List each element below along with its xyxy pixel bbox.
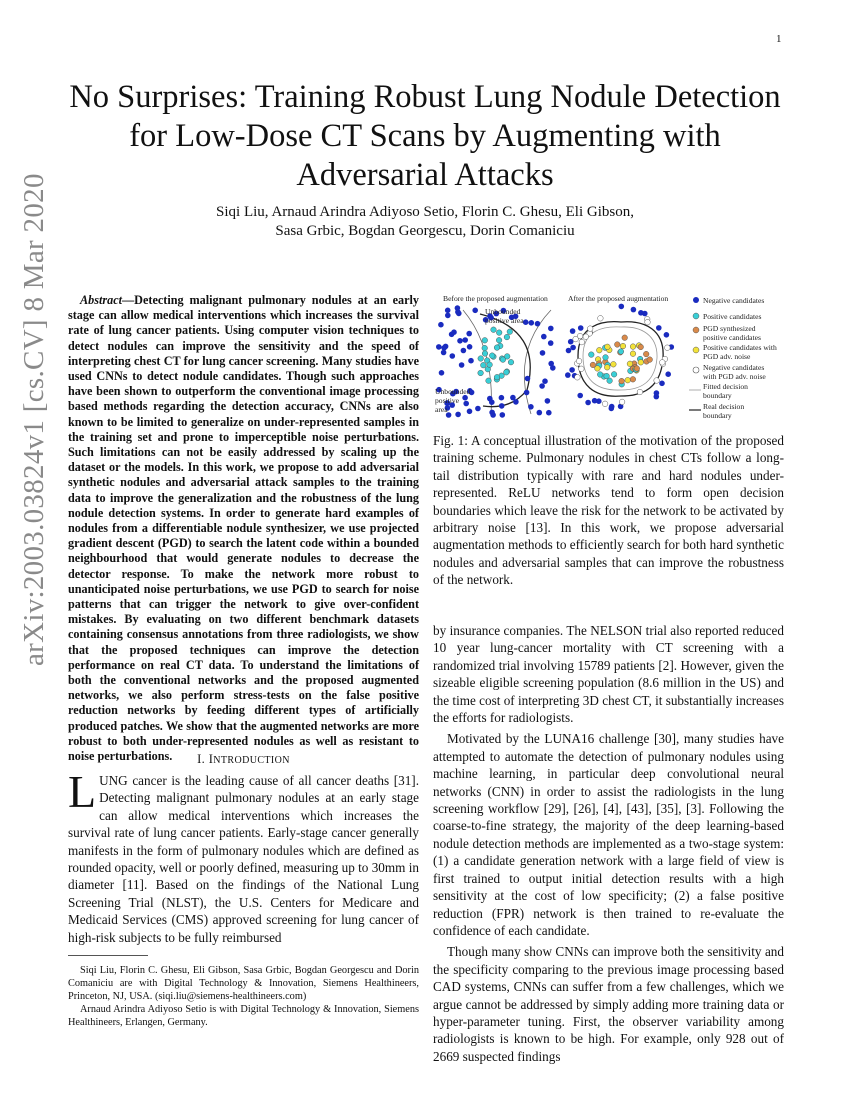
intro-right-column [433,622,784,1065]
negative-point [539,383,545,389]
negative-point [578,325,584,331]
negative-point [459,362,465,368]
negative-point [535,321,541,327]
negative-noise-point [579,339,585,345]
positive-point [478,356,484,362]
positive-point [507,329,513,335]
positive-point [487,362,493,368]
footnote-1: Siqi Liu, Florin C. Ghesu, Eli Gibson, Sasa Grbic, Bogdan Georgescu and Dorin Comaniciu are with Digital Technology & Innovation, Siemens Healthineers, Princeton, NJ, USA. (siqi.liu@siemens-healthineers.com) [68,965,419,1002]
unbounded-label-1b: positive area [485,316,524,325]
unbounded-label-2a: Unbounded [435,387,471,396]
negative-point [523,319,529,325]
negative-point [472,308,478,314]
author-list [120,203,730,241]
legend-pgd-pos-noise-a: Positive candidates with [703,343,777,352]
legend-pgd-neg-noise-a: Negative candidates [703,363,765,372]
positive-point [494,345,500,351]
positive-point [478,370,484,376]
drop-cap: L [68,766,97,817]
negative-point [541,334,547,340]
legend-swatch-pgd-pos-noise [693,347,699,353]
pgd-synth-point [615,342,621,348]
negative-point [461,348,467,354]
negative-point [439,370,445,376]
arxiv-identifier: arXiv:2003.03824v1 [cs.CV] 8 Mar 2020 [18,173,50,666]
positive-point [604,373,610,379]
positive-point [603,355,609,361]
negative-noise-point [583,334,589,340]
section-title-rest: NTRODUCTION [213,755,290,766]
pgd-noise-point [630,344,636,350]
negative-noise-point [637,389,643,395]
negative-point [570,345,576,351]
section-number: I. [197,752,206,766]
negative-point [656,325,662,331]
legend-pgd-synth-a: PGD synthesized [703,324,756,333]
negative-noise-point [602,401,608,407]
negative-point [462,337,468,343]
negative-point [467,344,473,350]
negative-point [542,378,548,384]
pgd-synth-point [647,357,653,363]
positive-point [482,345,488,351]
section-heading-introduction [68,752,419,767]
legend-positive: Positive candidates [703,312,762,321]
panel-after [565,304,674,412]
negative-point [585,400,591,406]
pgd-synth-point [622,335,628,341]
intro-paragraph-3: Motivated by the LUNA16 challenge [30], many studies have attempted to automate the detection of pulmonary nodules using machine learning, in particular deep convolutional neural networks (CNN) in order to assist the radiologists in the lung screening workflow [29], [26], [4], [43], [35], [3]. Following the coarse-to-fine strategy, the majority of the deep learning-based nodule detection methods are implemented as a two-stage system: (1) a candidate generation network with a large field of view is first trained to output initial detection results with a high sensitivity at the cost of low specificity; (2) a false positive reduction (FPR) network is then trained to re-evaluate the confidence of each candidate. [433,731,784,938]
negative-point [537,410,543,416]
positive-point [504,334,510,340]
positive-point [589,352,595,358]
paper-title: No Surprises: Training Robust Lung Nodule Detection for Low-Dose CT Scans by Augmenting with Adversarial Attacks [69,79,781,193]
negative-point [457,338,463,344]
pgd-noise-point [638,360,644,366]
intro-paragraph-1-text: UNG cancer is the leading cause of all cancer deaths [31]. Detecting malignant pulmonary nodules at an early stage can allow medical interventions which increases the survival rate of lung cancer patients. Early-stage cancer generally manifests in the form of pulmonary nodules which are defined as rounded opacity, well or poorly defined, measuring up to 30mm in diameter [11]. Based on the findings of the National Lung Screening Trial (NLST), the U.S. Centers for Medicare and Medicaid Services (CMS) approved screening for lung cancer of high-risk subjects to be fully reimbursed [68,773,419,945]
legend-real-a: Real decision [703,402,745,411]
pgd-noise-point [625,377,631,383]
positive-point [481,362,487,368]
negative-point [665,371,671,377]
negative-point [529,320,535,326]
legend-fitted-a: Fitted decision [703,382,748,391]
positive-point [482,351,488,357]
legend-fitted-b: boundary [703,391,732,400]
unbounded-label-1a: Unbounded [485,307,521,316]
legend-pgd-synth-b: positive candidates [703,333,761,342]
page-number: 1 [776,33,782,45]
positive-point [504,370,510,376]
positive-point [496,337,502,343]
negative-point [490,412,496,418]
negative-point [654,390,660,396]
negative-point [489,399,495,405]
negative-point [463,401,469,407]
positive-point [491,327,497,333]
negative-point [619,304,625,310]
negative-point [609,406,615,412]
positive-point [496,330,502,336]
abstract [68,293,419,764]
negative-point [577,393,583,399]
negative-point [450,353,456,359]
positive-point [489,353,495,359]
negative-point [441,345,447,351]
positive-point [611,372,617,378]
intro-paragraph-1 [68,766,419,946]
positive-point [500,357,506,363]
legend-real-b: boundary [703,411,732,420]
negative-point [438,322,444,328]
negative-point [510,395,516,401]
negative-noise-point [665,345,671,351]
negative-point [664,332,670,338]
section-first-letter: I [208,752,214,766]
legend-pgd-pos-noise-b: PGD adv. noise [703,352,751,361]
legend-swatch-pgd-neg-noise [693,367,699,373]
negative-point [525,376,531,382]
pgd-noise-point [597,347,603,353]
negative-point [528,404,534,410]
pgd-synth-point [634,366,640,372]
figure-1 [433,290,784,420]
negative-point [451,329,457,335]
figure-1-caption: Fig. 1: A conceptual illustration of the motivation of the proposed training scheme. Pulmonary nodules in chest CTs follow a long-tail distribution typically with rare and hard nodules under-represented. ReLU networks tend to form open decision boundaries which leave the risk for the network to be activated by arbitrary noise [13]. In this work, we propose adversarial augmentation methods to efficiently search for both hard synthetic nodules and adversarial samples that can improve the robustness of the network. [433,433,784,588]
pgd-synth-point [619,378,625,384]
pgd-noise-point [630,351,636,357]
abstract-text: —Detecting malignant pulmonary nodules at an early stage can allow medical interventions which increases the survival rate of lung cancer patients. Using computer vision techniques to detect nodules can improve the sensitivity and the speed of interpreting chest CT for lung cancer screening. Many studies have used CNNs to detect nodule candidates. Though such approaches have been shown to outperform the conventional image processing based methods regarding the detection accuracy, CNNs are also known to be limited to generalize on under-represented samples in the training set and prone to imperceptible noise perturbations. Such limitations can not be easily addressed by scaling up the dataset or the models. In this work, we propose to add adversarial synthetic nodules and adversarial attack samples to the training data to improve the generalization and the robustness of the lung nodule detection systems. In order to generate hard examples of nodules from a differentiable nodule synthesizer, we use projected gradient descent (PGD) to search the latent code within a bounded neighbourhood that would generate nodules to decrease the detector response. To make the network more robust to unanticipated noise perturbations, we use PGD to search for noise patterns that can trigger the network to give over-confident mistakes. By evaluating on two different benchmark datasets containing consensus annotations from three radiologists, we show that the proposed techniques can improve the detection performance on real CT data. To understand the limitations of both the conventional networks and the proposed augmented networks, we also perform stress-tests on the false positive reduction networks by feeding different types of artificially produced patches. We show that the augmented networks are more robust to both under-represented nodules as well as resistant to noise perturbations. [68,293,419,764]
negative-noise-point [598,316,604,322]
negative-noise-point [654,378,660,384]
legend-swatch-positive [693,313,699,319]
negative-point [540,350,546,356]
negative-point [467,409,473,415]
negative-noise-point [587,326,593,332]
pgd-synth-point [643,351,649,357]
panel-before-label: Before the proposed augmentation [443,294,548,303]
negative-point [566,348,572,354]
negative-point [466,331,472,337]
negative-point [455,412,461,418]
pgd-noise-point [605,344,611,350]
positive-point [486,378,492,384]
negative-point [548,326,554,332]
legend-swatch-negative [693,297,699,303]
authors-line-1: Siqi Liu, Arnaud Arindra Adiyoso Setio, Florin C. Ghesu, Eli Gibson, [216,204,634,220]
panel-after-label: After the proposed augmentation [568,294,669,303]
negative-noise-point [619,399,625,405]
negative-point [548,340,554,346]
positive-point [482,338,488,344]
negative-noise-point [575,375,581,381]
pgd-synth-point [638,344,644,350]
negative-point [436,344,442,350]
negative-point [455,305,461,311]
negative-point [548,361,554,367]
negative-point [468,358,474,364]
negative-point [659,381,665,387]
negative-point [546,410,552,416]
negative-point [569,367,575,373]
negative-point [499,395,505,401]
positive-point [508,359,514,365]
footnote-rule [68,955,148,956]
pgd-noise-point [604,365,610,371]
intro-paragraph-2: by insurance companies. The NELSON trial also reported reduced 10 year lung-cancer mortality with CT screening with a randomized trial involving 15789 patients [2]. However, given the sizeable eligible screening population (8.6 million in the US) and the time cost of interpreting 3D chest CT, it substantially increases the efforts for radiologists. [433,623,784,726]
negative-noise-point [660,360,666,366]
negative-noise-point [573,336,579,342]
negative-noise-point [645,319,651,325]
positive-point [618,349,624,355]
unbounded-label-2c: area [435,405,448,414]
negative-point [524,390,530,396]
negative-point [638,310,644,316]
intro-paragraph-4: Though many show CNNs can improve both the sensitivity and the specificity comparing to the previous image processing based CAD systems, CNNs can suffer from a few challenges, which we argue cannot be addressed by simply adding more training data or hyper-parameter tuning. First, the observer variability among radiologists is known to be high. For example, only 928 out of 2669 suspected findings [433,944,784,1064]
negative-noise-point [579,366,585,372]
figure-legend [689,296,777,420]
positive-point [494,374,500,380]
positive-point [597,372,603,378]
legend-pgd-neg-noise-b: with PGD adv. noise [703,372,766,381]
negative-points-after [565,304,674,412]
negative-point [475,406,481,412]
negative-point [570,328,576,334]
footnote-2: Arnaud Arindra Adiyoso Setio is with Digital Technology & Innovation, Siemens Healthineers, Erlangen, Germany. [68,1004,419,1028]
negative-point [445,313,451,319]
positive-points-before [478,327,514,384]
abstract-lead: Abstract [80,293,122,307]
negative-point [631,307,637,313]
panel-before [435,305,556,418]
negative-point [499,403,505,409]
legend-negative: Negative candidates [703,296,765,305]
negative-point [445,308,451,314]
footnotes [68,964,419,1029]
pgd-noise-point [595,366,601,372]
authors-line-2: Sasa Grbic, Bogdan Georgescu, Dorin Comaniciu [275,223,575,239]
pgd-synth-point [630,377,636,383]
pgd-noise-point [627,361,633,367]
negative-point [545,398,551,404]
positive-points-after [589,335,653,387]
unbounded-label-2b: positive [435,396,460,405]
pgd-noise-point [611,362,617,368]
pgd-noise-point [620,343,626,349]
negative-noise-point [576,358,582,364]
negative-point [565,372,571,378]
negative-point [500,412,506,418]
negative-point [592,398,598,404]
legend-swatch-pgd-synth [693,327,699,333]
